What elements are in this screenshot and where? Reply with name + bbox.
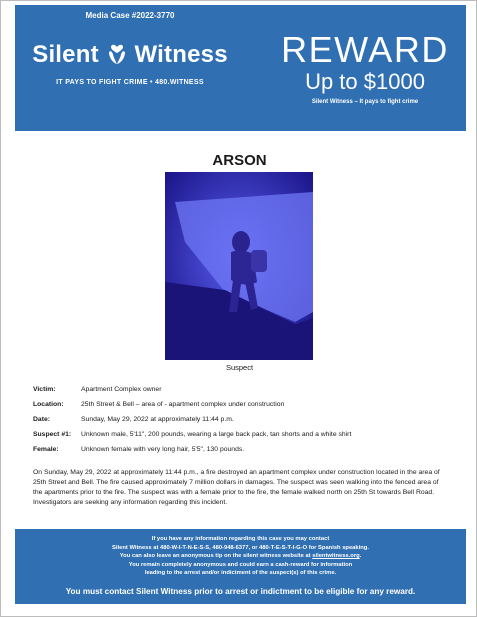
detail-row-location <box>33 397 453 412</box>
website-link[interactable]: silentwitness.org <box>312 553 360 559</box>
footer-line: leading to the arrest and/or indictment of the suspect(s) of this crime. <box>144 570 337 576</box>
detail-row-date <box>33 412 453 427</box>
detail-label: Female: <box>33 446 59 453</box>
contact-info <box>15 529 466 578</box>
detail-value: Unknown male, 5'11", 200 pounds, wearing a large back pack, tan shorts and a white shirt <box>81 431 352 438</box>
reward-subtitle: Silent Witness – It pays to fight crime <box>311 99 419 105</box>
photo-caption: Suspect <box>225 363 254 372</box>
detail-value: Unknown female with very long hair, 5'5", 130 pounds. <box>81 446 245 453</box>
suspect-photo-image <box>165 172 313 360</box>
footer-text: You can also leave an anonymous tip on the silent witness website at <box>119 553 313 559</box>
case-details <box>33 382 453 457</box>
brand-left: Silent <box>32 41 99 68</box>
detail-value: Apartment Complex owner <box>81 386 162 393</box>
reward-eligibility-warning: You must contact Silent Witness prior to arrest or indictment to be eligible for any reward. <box>65 587 416 596</box>
detail-row-female <box>33 442 453 457</box>
suspect-photo <box>165 172 313 360</box>
detail-label: Location: <box>33 401 64 408</box>
case-narrative: On Sunday, May 29, 2022 at approximately 11:44 p.m., a fire destroyed an apartment complex under construction located in the area of 25th Street and Bell. The fire caused approximately 7 million dollars in damages. The suspect was seen walking into the fenced area of the apartments prior to the fire. The suspect was with a female prior to the fire, the female walked north on 25th St towards Bell Road. Investigators are seeking any information regarding this incident. <box>33 469 440 507</box>
brand-tagline: IT PAYS TO FIGHT CRIME • 480.WITNESS <box>56 79 204 86</box>
detail-value: Sunday, May 29, 2022 at approximately 11:44 p.m. <box>81 416 234 423</box>
crime-title: ARSON <box>212 152 267 169</box>
footer-line: Silent Witness at 480-W-I-T-N-E-S-S, 480-948-6377, or 480-T-E-S-T-I-G-O for Spanish speaking. <box>112 544 369 551</box>
media-case-number: Media Case #2022-3770 <box>85 11 175 20</box>
detail-row-victim <box>33 382 453 397</box>
brand-right: Witness <box>134 41 228 68</box>
reward-amount: Up to $1000 <box>305 69 425 94</box>
footer-text: . <box>359 553 362 559</box>
detail-value: 25th Street & Bell – area of - apartment complex under construction <box>81 401 285 408</box>
footer-banner <box>15 529 466 604</box>
detail-row-suspect <box>33 427 453 442</box>
footer-line: You remain completely anonymous and could earn a cash-reward for information <box>128 561 353 568</box>
detail-label: Suspect #1: <box>33 431 72 438</box>
header-banner <box>15 5 466 131</box>
reward-title: REWARD <box>281 29 449 70</box>
hands-heart-icon <box>107 43 127 65</box>
brand-logo <box>15 41 245 69</box>
footer-line: If you have any information regarding this case you may contact <box>151 536 330 542</box>
footer-line-website <box>15 552 466 561</box>
detail-label: Victim: <box>33 386 56 393</box>
detail-label: Date: <box>33 416 50 423</box>
